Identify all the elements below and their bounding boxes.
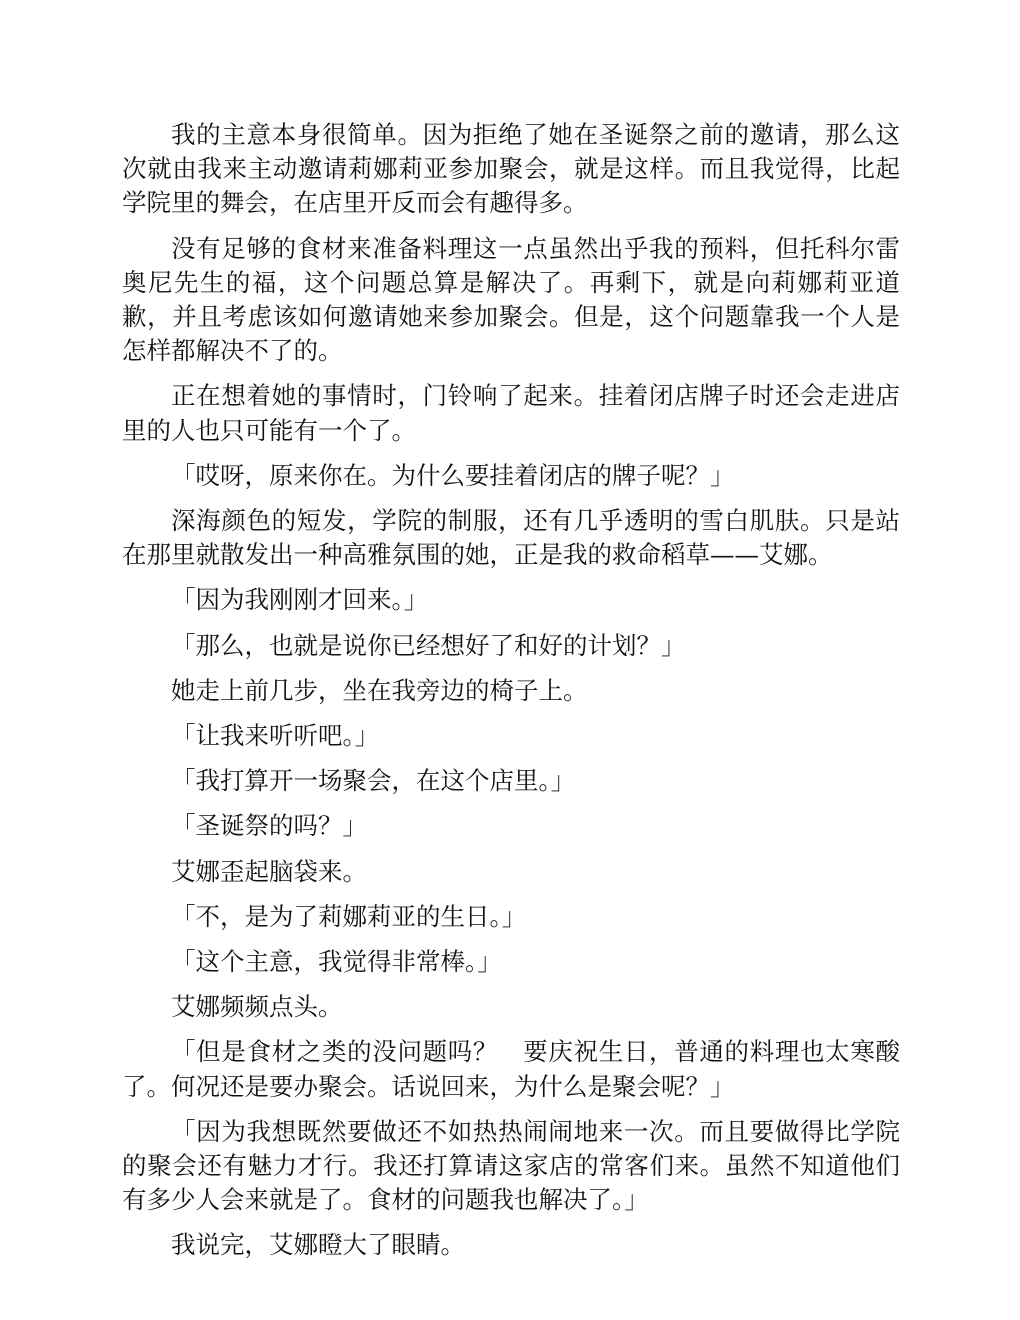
- dialogue-line: 「不，是为了莉娜莉亚的生日。」: [171, 901, 527, 931]
- paragraph: 正在想着她的事情时，门铃响了起来。挂着闭店牌子时还会走进店里的人也只可能有一个了。: [122, 381, 900, 445]
- dialogue-line: 「因为我刚刚才回来。」: [171, 585, 429, 615]
- paragraph: 她走上前几步，坐在我旁边的椅子上。: [171, 675, 588, 705]
- document-page: [122, 118, 900, 1274]
- dialogue-line: 「那么，也就是说你已经想好了和好的计划？」: [171, 630, 686, 660]
- dialogue-line: 「让我来听听吧。」: [171, 721, 380, 751]
- dialogue-line: 「这个主意，我觉得非常棒。」: [171, 947, 502, 977]
- dialogue-line: 「哎呀，原来你在。为什么要挂着闭店的牌子呢？」: [171, 460, 735, 490]
- dialogue-line: 「因为我想既然要做还不如热热闹闹地来一次。而且要做得比学院的聚会还有魅力才行。我还打算请这家店的常客们来。虽然不知道他们有多少人会来就是了。食材的问题我也解决了。」: [122, 1116, 900, 1215]
- paragraph: 我的主意本身很简单。因为拒绝了她在圣诞祭之前的邀请，那么这次就由我来主动邀请莉娜莉亚参加聚会，就是这样。而且我觉得，比起学院里的舞会，在店里开反而会有趣得多。: [122, 120, 900, 218]
- paragraph: 艾娜歪起脑袋来。: [171, 856, 367, 886]
- paragraph: 没有足够的食材来准备料理这一点虽然出乎我的预料，但托科尔雷奥尼先生的福，这个问题总算是解决了。再剩下，就是向莉娜莉亚道歉，并且考虑该如何邀请她来参加聚会。但是，这个问题靠我一个人是怎样都解决不了的。: [122, 233, 900, 366]
- paragraph: 我说完，艾娜瞪大了眼睛。: [171, 1230, 465, 1260]
- dialogue-line: 「我打算开一场聚会，在这个店里。」: [171, 766, 576, 796]
- paragraph: 深海颜色的短发，学院的制服，还有几乎透明的雪白肌肤。只是站在那里就散发出一种高雅氛围的她，正是我的救命稻草——艾娜。: [122, 506, 900, 570]
- dialogue-line: 「圣诞祭的吗？」: [171, 811, 367, 841]
- dialogue-line: 「但是食材之类的没问题吗？ 要庆祝生日，普通的料理也太寒酸了。何况还是要办聚会。话说回来，为什么是聚会呢？」: [122, 1037, 900, 1101]
- paragraph: 艾娜频频点头。: [171, 992, 343, 1022]
